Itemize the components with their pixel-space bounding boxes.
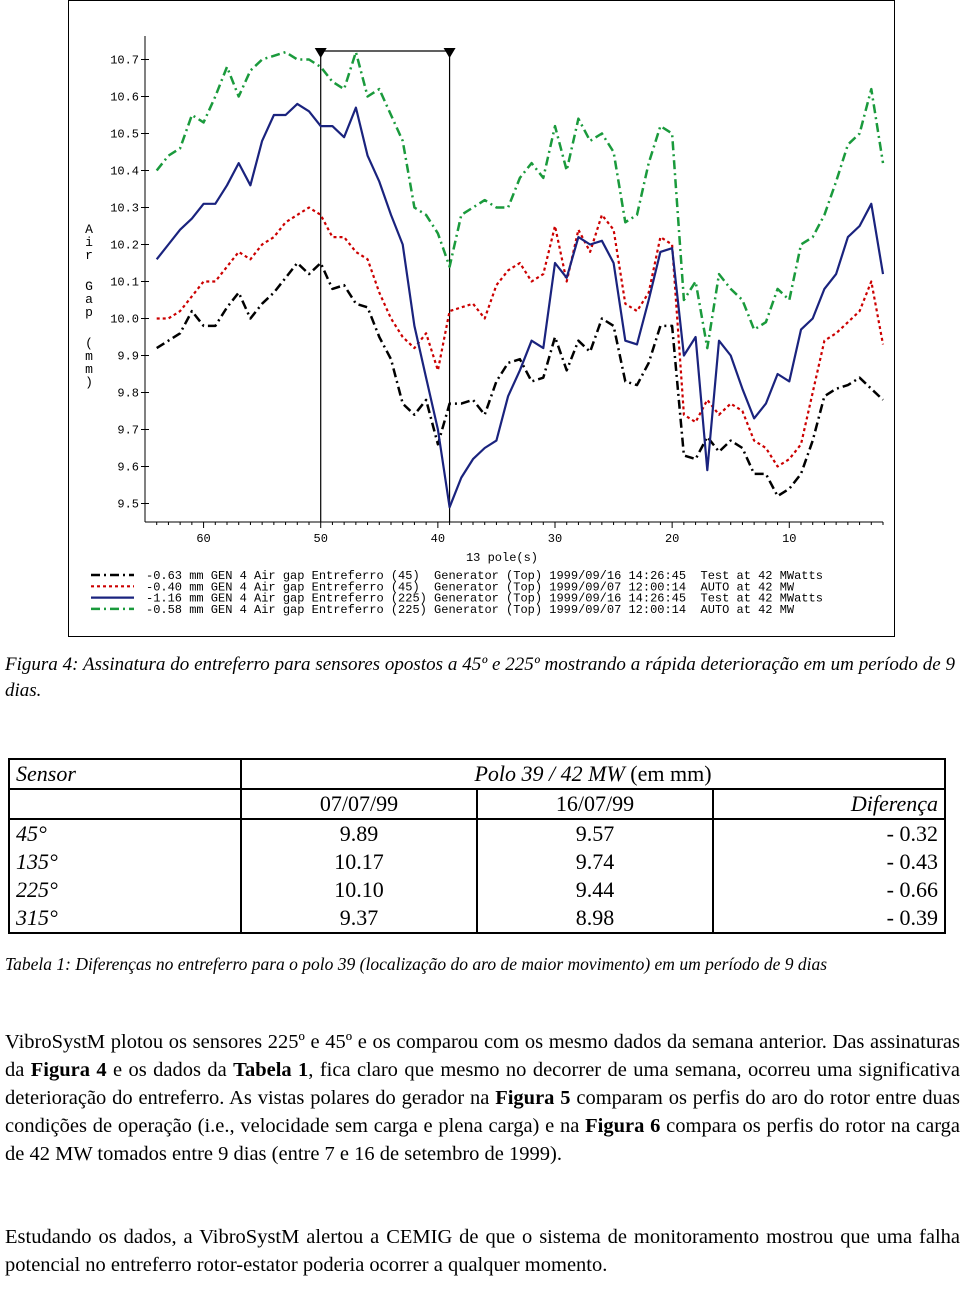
- y-tick-label: 9.7: [117, 423, 139, 438]
- y-tick-label: 10.3: [110, 201, 139, 216]
- value-cell: 10.10: [241, 876, 477, 904]
- y-tick-label: 10.4: [110, 164, 139, 179]
- series-line: [157, 208, 883, 467]
- value-cell: 9.44: [477, 876, 713, 904]
- y-axis-label-letter: a: [85, 292, 93, 307]
- value-cell: 8.98: [477, 904, 713, 933]
- figure-reference: Figura 4: [30, 1059, 107, 1081]
- sensor-cell: 135°: [9, 848, 241, 876]
- x-tick-label: 40: [430, 532, 446, 546]
- legend-entry: -0.63 mm GEN 4 Air gap Entreferro (45) Generator (Top) 1999/09/16 14:26:45 Test at 42 MWatts: [146, 569, 823, 583]
- sensor-cell: 45°: [9, 819, 241, 848]
- figure-caption: Figura 4: Assinatura do entreferro para sensores opostos a 45º e 225º mostrando a rápida deterioração em um período de 9 dias.: [5, 654, 955, 701]
- y-axis-label-letter: r: [85, 248, 93, 263]
- paragraph-text: e os dados da: [106, 1059, 234, 1081]
- y-axis-label-letter: (: [85, 336, 93, 351]
- paragraph-text: compara os perfis do rotor na carga de 42 MW tomados entre 9 dias (entre 7 e 16 de setembro de 1999).: [5, 1115, 960, 1165]
- x-tick-label: 30: [547, 532, 563, 546]
- series-line: [157, 104, 883, 507]
- air-gap-difference-table: [8, 758, 946, 934]
- legend-entry: -0.40 mm GEN 4 Air gap Entreferro (45) Generator (Top) 1999/09/07 12:00:14 AUTO at 42 MW: [146, 580, 795, 595]
- figure-4-chart-frame: [68, 0, 895, 637]
- series-line: [157, 52, 883, 348]
- value-cell: 9.57: [477, 819, 713, 848]
- marker-cursor-triangle: [315, 48, 327, 58]
- diff-cell: - 0.39: [713, 904, 945, 933]
- legend-entry: -1.16 mm GEN 4 Air gap Entreferro (225) Generator (Top) 1999/09/16 14:26:45 Test at 42 MWatts: [146, 591, 823, 606]
- paragraph-text: comparam os perfis do aro do rotor entre duas condições de operação (i.e., velocidade sem carga e plena carga) e na: [5, 1087, 960, 1137]
- table-header-group: [241, 759, 945, 789]
- value-cell: 10.17: [241, 848, 477, 876]
- y-tick-label: 10.5: [110, 127, 139, 142]
- table-header-group-title: Polo 39 / 42 MW: [474, 761, 625, 786]
- x-tick-label: 50: [313, 532, 328, 546]
- y-tick-label: 10.6: [110, 90, 139, 105]
- y-axis-label-letter: p: [85, 305, 93, 320]
- table-header-blank: [9, 789, 241, 819]
- table-row: [9, 848, 945, 876]
- y-tick-label: 10.2: [110, 238, 139, 253]
- y-axis-label-letter: m: [85, 362, 93, 377]
- diff-cell: - 0.43: [713, 848, 945, 876]
- sensor-cell: 315°: [9, 904, 241, 933]
- sensor-cell: 225°: [9, 876, 241, 904]
- y-tick-label: 10.1: [110, 275, 139, 290]
- x-tick-label: 10: [782, 532, 797, 546]
- y-tick-label: 9.5: [117, 497, 139, 512]
- legend-entry: -0.58 mm GEN 4 Air gap Entreferro (225) Generator (Top) 1999/09/07 12:00:14 AUTO at 42 MW: [146, 602, 795, 617]
- table-row: [9, 819, 945, 848]
- diff-cell: - 0.32: [713, 819, 945, 848]
- value-cell: 9.74: [477, 848, 713, 876]
- table-subheader: Diferença: [713, 789, 945, 819]
- table-header-unit: (em mm): [630, 761, 712, 786]
- y-tick-label: 9.9: [117, 349, 139, 364]
- x-tick-label: 20: [664, 532, 680, 546]
- y-tick-label: 9.6: [117, 460, 139, 475]
- table-subheader: 16/07/99: [477, 789, 713, 819]
- paragraph-text: , fica claro que mesmo no decorrer de uma semana, ocorreu uma significativa deterioração do entreferro. As vistas polares do gerador na: [5, 1059, 960, 1109]
- table-reference: Tabela 1: [233, 1059, 309, 1081]
- y-axis-label-letter: ): [85, 375, 93, 390]
- y-axis-label-letter: A: [85, 222, 93, 237]
- table-subheader: 07/07/99: [241, 789, 477, 819]
- body-paragraph-1: [5, 1028, 960, 1168]
- y-tick-label: 9.8: [117, 386, 139, 401]
- figure-reference: Figura 6: [585, 1115, 661, 1137]
- y-axis-label-letter: i: [85, 235, 93, 250]
- marker-cursor-triangle: [444, 48, 456, 58]
- body-paragraph-2: Estudando os dados, a VibroSystM alertou a CEMIG de que o sistema de monitoramento mostrou que uma falha potencial no entreferro rotor-estator poderia ocorrer a qualquer momento.: [5, 1226, 960, 1276]
- figure-reference: Figura 5: [495, 1087, 571, 1109]
- x-axis-label: 13 pole(s): [465, 551, 539, 565]
- value-cell: 9.89: [241, 819, 477, 848]
- x-tick-label: 60: [196, 532, 211, 546]
- y-tick-label: 10.0: [110, 312, 139, 327]
- y-axis-label-letter: m: [85, 349, 93, 364]
- paragraph-text: VibroSystM plotou os sensores 225º e 45º e os comparou com os mesmo dados da semana anterior. Das assinaturas da: [5, 1031, 960, 1081]
- air-gap-line-chart: [69, 1, 896, 638]
- table-header-sensor: Sensor: [9, 759, 241, 789]
- table-caption: Tabela 1: Diferenças no entreferro para o polo 39 (localização do aro de maior movimento) em um período de 9 dias: [5, 954, 828, 974]
- table-row: [9, 904, 945, 933]
- value-cell: 9.37: [241, 904, 477, 933]
- y-tick-label: 10.7: [110, 53, 139, 68]
- table-row: [9, 876, 945, 904]
- y-axis-label-letter: G: [85, 279, 93, 294]
- diff-cell: - 0.66: [713, 876, 945, 904]
